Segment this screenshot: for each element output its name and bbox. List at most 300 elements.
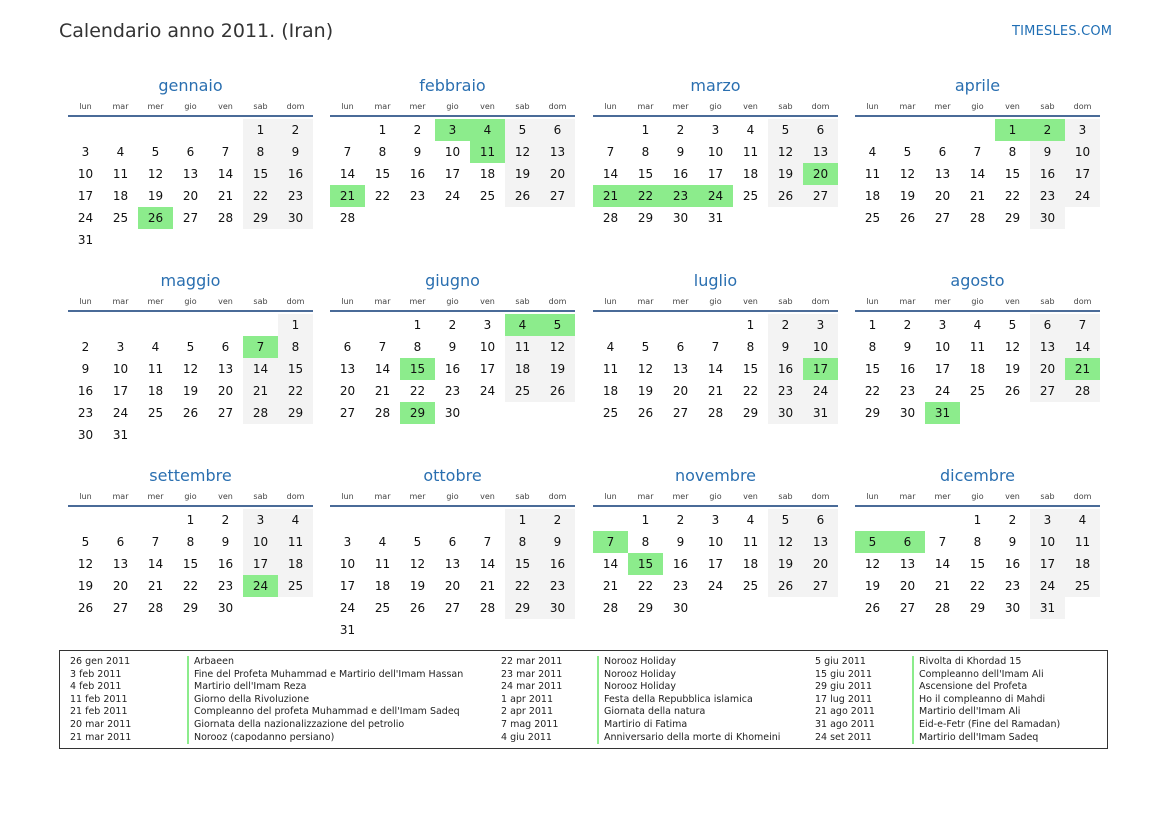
- day-cell: 30: [672, 211, 689, 225]
- day-cell: 24: [934, 384, 951, 398]
- day-cell: 18: [864, 189, 881, 203]
- weekday-label: sab: [515, 297, 530, 306]
- header-divider: [68, 505, 313, 507]
- weekend-day-cell: 15: [243, 163, 278, 185]
- day-cell: 13: [217, 362, 234, 376]
- week-row: [68, 229, 313, 251]
- empty-cell: [505, 402, 540, 424]
- weekday-label: mer: [672, 297, 689, 306]
- day-cell: 30: [1004, 601, 1021, 615]
- weekday-header: [330, 101, 575, 113]
- day-cell: 31: [707, 211, 724, 225]
- weekend-day-cell: 23: [1030, 185, 1065, 207]
- day-cell: 12: [409, 557, 426, 571]
- weekday-label: gio: [709, 492, 722, 501]
- holiday-day-cell: 7: [243, 336, 278, 358]
- weekend-day-cell: 29: [278, 402, 313, 424]
- weekday-label: ven: [480, 297, 495, 306]
- holiday-name: Giornata della nazionalizzazione del petrolio: [187, 719, 404, 732]
- holiday-date: 17 lug 2011: [815, 693, 872, 705]
- day-cell: 18: [742, 557, 759, 571]
- weekday-label: gio: [184, 102, 197, 111]
- header-divider: [593, 310, 838, 312]
- day-cell: 25: [864, 211, 881, 225]
- empty-cell: [540, 207, 575, 229]
- day-cell: 5: [186, 340, 195, 354]
- day-cell: 9: [1008, 535, 1017, 549]
- week-row: [855, 314, 1100, 336]
- day-cell: 28: [217, 211, 234, 225]
- month-name: agosto: [950, 271, 1005, 290]
- weekday-label: mar: [112, 102, 129, 111]
- weekend-day-cell: 23: [768, 380, 803, 402]
- weekday-header: [855, 101, 1100, 113]
- site-brand-link[interactable]: TIMESLES.COM: [1012, 24, 1113, 39]
- week-row: [855, 531, 1100, 553]
- day-cell: 7: [606, 145, 615, 159]
- weekday-label: sab: [778, 492, 793, 501]
- day-cell: 16: [672, 557, 689, 571]
- day-cell: 26: [409, 601, 426, 615]
- day-cell: 20: [217, 384, 234, 398]
- day-cell: 29: [182, 601, 199, 615]
- empty-cell: [925, 119, 960, 141]
- week-row: [68, 141, 313, 163]
- day-grid: [593, 509, 838, 619]
- empty-cell: [208, 119, 243, 141]
- weekend-day-cell: 28: [243, 402, 278, 424]
- weekend-day-cell: 30: [278, 207, 313, 229]
- day-cell: 22: [374, 189, 391, 203]
- holiday-date: 21 ago 2011: [815, 706, 875, 718]
- holiday-name: Giornata della natura: [597, 706, 705, 719]
- weekday-label: lun: [866, 492, 879, 501]
- day-cell: 8: [641, 535, 650, 549]
- empty-cell: [278, 424, 313, 446]
- day-cell: 27: [444, 601, 461, 615]
- weekend-day-cell: 13: [1030, 336, 1065, 358]
- empty-cell: [365, 509, 400, 531]
- weekday-label: gio: [446, 102, 459, 111]
- week-row: [330, 531, 575, 553]
- weekday-label: mer: [934, 492, 951, 501]
- day-cell: 15: [864, 362, 881, 376]
- day-cell: 16: [672, 167, 689, 181]
- day-cell: 1: [746, 318, 755, 332]
- empty-cell: [400, 509, 435, 531]
- day-cell: 18: [742, 167, 759, 181]
- day-cell: 17: [707, 557, 724, 571]
- day-cell: 6: [938, 145, 947, 159]
- weekday-label: mar: [899, 492, 916, 501]
- day-cell: 30: [77, 428, 94, 442]
- week-row: [68, 336, 313, 358]
- day-cell: 4: [151, 340, 160, 354]
- weekday-header: [593, 101, 838, 113]
- weekday-label: sab: [253, 297, 268, 306]
- day-cell: 27: [934, 211, 951, 225]
- day-cell: 28: [602, 601, 619, 615]
- holiday-day-cell: 24: [698, 185, 733, 207]
- weekday-label: lun: [604, 297, 617, 306]
- day-cell: 8: [973, 535, 982, 549]
- week-row: [330, 119, 575, 141]
- day-cell: 3: [343, 535, 352, 549]
- weekday-header: [593, 491, 838, 503]
- empty-cell: [470, 619, 505, 641]
- empty-cell: [138, 509, 173, 531]
- weekend-day-cell: 30: [768, 402, 803, 424]
- weekday-label: mer: [409, 297, 426, 306]
- day-cell: 15: [182, 557, 199, 571]
- week-row: [855, 185, 1100, 207]
- week-row: [855, 163, 1100, 185]
- week-row: [855, 336, 1100, 358]
- day-cell: 11: [969, 340, 986, 354]
- weekend-day-cell: 24: [803, 380, 838, 402]
- weekend-day-cell: 27: [803, 185, 838, 207]
- day-cell: 20: [934, 189, 951, 203]
- empty-cell: [278, 597, 313, 619]
- weekday-label: dom: [811, 492, 830, 501]
- week-row: [593, 380, 838, 402]
- day-cell: 23: [444, 384, 461, 398]
- weekday-label: sab: [778, 297, 793, 306]
- holiday-name: Ho il compleanno di Mahdi: [912, 694, 1045, 707]
- weekday-label: dom: [1073, 492, 1092, 501]
- day-cell: 19: [77, 579, 94, 593]
- day-cell: 26: [864, 601, 881, 615]
- day-cell: 11: [742, 145, 759, 159]
- day-cell: 29: [637, 211, 654, 225]
- holiday-name: Norooz (capodanno persiano): [187, 732, 334, 745]
- day-cell: 7: [483, 535, 492, 549]
- day-cell: 11: [742, 535, 759, 549]
- day-cell: 18: [479, 167, 496, 181]
- day-cell: 21: [479, 579, 496, 593]
- empty-cell: [960, 402, 995, 424]
- empty-cell: [138, 119, 173, 141]
- header-divider: [68, 115, 313, 117]
- day-cell: 22: [637, 579, 654, 593]
- week-row: [855, 575, 1100, 597]
- day-cell: 1: [378, 123, 387, 137]
- day-cell: 6: [343, 340, 352, 354]
- day-cell: 30: [444, 406, 461, 420]
- weekday-label: mer: [147, 297, 164, 306]
- day-grid: [855, 119, 1100, 229]
- empty-cell: [470, 509, 505, 531]
- day-cell: 27: [672, 406, 689, 420]
- day-cell: 4: [868, 145, 877, 159]
- empty-cell: [803, 207, 838, 229]
- day-cell: 21: [217, 189, 234, 203]
- day-cell: 4: [378, 535, 387, 549]
- weekend-day-cell: 6: [540, 119, 575, 141]
- empty-cell: [435, 619, 470, 641]
- day-cell: 15: [1004, 167, 1021, 181]
- weekend-day-cell: 19: [768, 163, 803, 185]
- week-row: [593, 597, 838, 619]
- day-cell: 3: [711, 123, 720, 137]
- day-cell: 30: [672, 601, 689, 615]
- weekend-day-cell: 1: [278, 314, 313, 336]
- weekday-label: lun: [341, 492, 354, 501]
- day-cell: 27: [112, 601, 129, 615]
- month-agosto: [855, 271, 1100, 424]
- day-cell: 28: [969, 211, 986, 225]
- empty-cell: [733, 207, 768, 229]
- weekday-label: dom: [548, 297, 567, 306]
- empty-cell: [470, 402, 505, 424]
- holiday-date: 2 apr 2011: [501, 706, 554, 718]
- day-cell: 5: [151, 145, 160, 159]
- weekday-header: [330, 491, 575, 503]
- day-grid: [68, 119, 313, 251]
- weekend-day-cell: 20: [803, 553, 838, 575]
- weekday-label: dom: [1073, 102, 1092, 111]
- empty-cell: [470, 207, 505, 229]
- holiday-day-cell: 29: [400, 402, 435, 424]
- week-row: [330, 402, 575, 424]
- day-cell: 8: [641, 145, 650, 159]
- week-row: [68, 424, 313, 446]
- holiday-day-cell: 1: [995, 119, 1030, 141]
- day-cell: 21: [934, 579, 951, 593]
- weekday-label: ven: [743, 492, 758, 501]
- empty-cell: [138, 229, 173, 251]
- day-cell: 16: [217, 557, 234, 571]
- month-giugno: [330, 271, 575, 424]
- day-cell: 7: [938, 535, 947, 549]
- week-row: [593, 575, 838, 597]
- day-cell: 20: [899, 579, 916, 593]
- week-row: [330, 380, 575, 402]
- week-row: [855, 402, 1100, 424]
- weekend-day-cell: 13: [803, 531, 838, 553]
- week-row: [330, 141, 575, 163]
- holiday-name: Rivolta di Khordad 15: [912, 656, 1021, 669]
- weekend-day-cell: 19: [768, 553, 803, 575]
- day-cell: 14: [602, 167, 619, 181]
- day-cell: 9: [676, 145, 685, 159]
- week-row: [330, 358, 575, 380]
- month-name: novembre: [674, 466, 757, 485]
- header-divider: [855, 310, 1100, 312]
- day-cell: 5: [413, 535, 422, 549]
- day-cell: 7: [343, 145, 352, 159]
- weekend-day-cell: 11: [1065, 531, 1100, 553]
- holiday-name: Norooz Holiday: [597, 669, 676, 682]
- weekday-label: dom: [286, 492, 305, 501]
- weekday-label: mer: [934, 297, 951, 306]
- week-row: [593, 141, 838, 163]
- day-cell: 12: [899, 167, 916, 181]
- day-cell: 22: [182, 579, 199, 593]
- day-cell: 31: [112, 428, 129, 442]
- empty-cell: [103, 119, 138, 141]
- weekend-day-cell: 11: [505, 336, 540, 358]
- weekday-label: sab: [515, 102, 530, 111]
- holiday-legend: [59, 650, 1108, 749]
- day-cell: 21: [707, 384, 724, 398]
- empty-cell: [733, 597, 768, 619]
- weekday-label: sab: [1040, 102, 1055, 111]
- day-cell: 9: [221, 535, 230, 549]
- weekend-day-cell: 29: [505, 597, 540, 619]
- day-cell: 12: [864, 557, 881, 571]
- empty-cell: [1065, 402, 1100, 424]
- empty-cell: [698, 597, 733, 619]
- holiday-day-cell: 2: [1030, 119, 1065, 141]
- month-febbraio: [330, 76, 575, 229]
- day-cell: 20: [112, 579, 129, 593]
- day-cell: 2: [81, 340, 90, 354]
- day-cell: 22: [409, 384, 426, 398]
- empty-cell: [173, 229, 208, 251]
- week-row: [330, 185, 575, 207]
- day-grid: [593, 314, 838, 424]
- weekend-day-cell: 17: [1030, 553, 1065, 575]
- empty-cell: [330, 509, 365, 531]
- weekday-label: ven: [218, 297, 233, 306]
- day-cell: 3: [938, 318, 947, 332]
- week-row: [330, 314, 575, 336]
- day-cell: 2: [903, 318, 912, 332]
- holiday-day-cell: 21: [593, 185, 628, 207]
- weekday-label: mar: [899, 297, 916, 306]
- empty-cell: [208, 229, 243, 251]
- weekday-label: gio: [446, 297, 459, 306]
- weekday-label: mer: [409, 102, 426, 111]
- week-row: [68, 380, 313, 402]
- week-row: [68, 597, 313, 619]
- weekend-day-cell: 26: [505, 185, 540, 207]
- day-cell: 22: [742, 384, 759, 398]
- holiday-date: 7 mag 2011: [501, 718, 559, 730]
- weekday-label: sab: [515, 492, 530, 501]
- weekend-day-cell: 8: [505, 531, 540, 553]
- day-cell: 26: [899, 211, 916, 225]
- day-cell: 29: [1004, 211, 1021, 225]
- day-cell: 11: [374, 557, 391, 571]
- day-cell: 5: [81, 535, 90, 549]
- week-row: [68, 553, 313, 575]
- weekend-day-cell: 12: [768, 141, 803, 163]
- weekday-label: dom: [1073, 297, 1092, 306]
- day-grid: [855, 509, 1100, 619]
- holiday-date: 24 mar 2011: [501, 681, 563, 693]
- day-cell: 15: [637, 167, 654, 181]
- week-row: [330, 575, 575, 597]
- weekend-day-cell: 28: [1065, 380, 1100, 402]
- day-cell: 14: [374, 362, 391, 376]
- day-cell: 7: [973, 145, 982, 159]
- empty-cell: [243, 229, 278, 251]
- empty-cell: [278, 229, 313, 251]
- holiday-date: 15 giu 2011: [815, 668, 872, 680]
- day-cell: 25: [112, 211, 129, 225]
- weekend-day-cell: 26: [768, 185, 803, 207]
- holiday-date: 4 giu 2011: [501, 731, 552, 743]
- day-grid: [68, 314, 313, 446]
- weekend-day-cell: 18: [505, 358, 540, 380]
- weekday-label: gio: [184, 492, 197, 501]
- week-row: [68, 531, 313, 553]
- month-dicembre: [855, 466, 1100, 619]
- weekend-day-cell: 27: [540, 185, 575, 207]
- empty-cell: [330, 119, 365, 141]
- weekend-day-cell: 3: [1030, 509, 1065, 531]
- weekend-day-cell: 7: [1065, 314, 1100, 336]
- day-cell: 11: [112, 167, 129, 181]
- weekend-day-cell: 31: [1030, 597, 1065, 619]
- day-cell: 23: [409, 189, 426, 203]
- day-cell: 30: [217, 601, 234, 615]
- holiday-date: 26 gen 2011: [70, 656, 131, 667]
- weekend-day-cell: 14: [243, 358, 278, 380]
- day-cell: 28: [374, 406, 391, 420]
- weekend-day-cell: 9: [278, 141, 313, 163]
- weekend-day-cell: 6: [803, 509, 838, 531]
- week-row: [593, 553, 838, 575]
- day-cell: 9: [676, 535, 685, 549]
- week-row: [68, 402, 313, 424]
- weekday-label: gio: [971, 102, 984, 111]
- weekday-label: dom: [286, 297, 305, 306]
- day-cell: 20: [672, 384, 689, 398]
- week-row: [68, 119, 313, 141]
- weekday-label: lun: [604, 492, 617, 501]
- weekend-day-cell: 10: [1065, 141, 1100, 163]
- holiday-day-cell: 21: [1065, 358, 1100, 380]
- weekend-day-cell: 16: [768, 358, 803, 380]
- empty-cell: [593, 509, 628, 531]
- weekend-day-cell: 2: [278, 119, 313, 141]
- weekend-day-cell: 23: [540, 575, 575, 597]
- weekday-label: mer: [409, 492, 426, 501]
- day-cell: 1: [413, 318, 422, 332]
- holiday-date: 21 mar 2011: [70, 731, 132, 743]
- weekend-day-cell: 17: [1065, 163, 1100, 185]
- day-cell: 6: [448, 535, 457, 549]
- weekend-day-cell: 27: [1030, 380, 1065, 402]
- holiday-day-cell: 15: [400, 358, 435, 380]
- empty-cell: [68, 314, 103, 336]
- holiday-date: 3 feb 2011: [70, 668, 122, 680]
- day-cell: 26: [77, 601, 94, 615]
- month-name: febbraio: [419, 76, 486, 95]
- day-cell: 28: [147, 601, 164, 615]
- weekday-label: mer: [672, 492, 689, 501]
- weekend-day-cell: 17: [243, 553, 278, 575]
- day-cell: 7: [378, 340, 387, 354]
- week-row: [855, 119, 1100, 141]
- weekday-label: mar: [899, 102, 916, 111]
- day-grid: [593, 119, 838, 229]
- week-row: [68, 314, 313, 336]
- day-cell: 8: [186, 535, 195, 549]
- day-cell: 29: [969, 601, 986, 615]
- day-cell: 4: [606, 340, 615, 354]
- day-cell: 20: [444, 579, 461, 593]
- weekday-label: gio: [971, 492, 984, 501]
- day-cell: 15: [969, 557, 986, 571]
- day-cell: 11: [864, 167, 881, 181]
- empty-cell: [68, 509, 103, 531]
- header-divider: [593, 505, 838, 507]
- day-cell: 10: [444, 145, 461, 159]
